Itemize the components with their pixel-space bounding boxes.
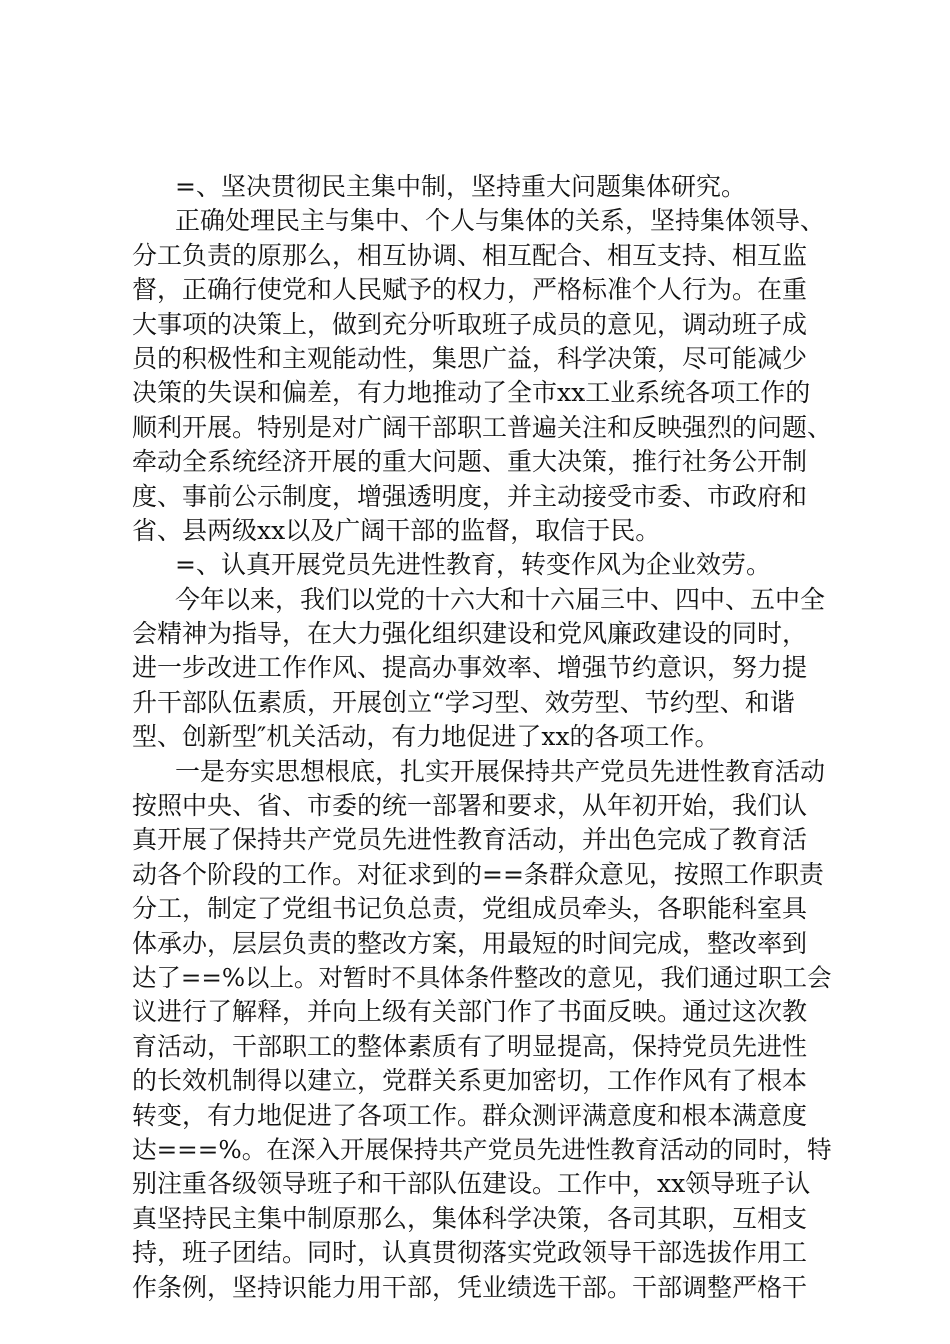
text-line: 决策的失误和偏差，有力地推动了全市xx工业系统各项工作的 <box>132 378 811 408</box>
text-line: 真开展了保持共产党员先进性教育活动，并出色完成了教育活 <box>132 825 808 855</box>
text-line: 育活动，干部职工的整体素质有了明显提高，保持党员先进性 <box>132 1031 808 1061</box>
text-line: 分工负责的原那么，相互协调、相互配合、相互支持、相互监 <box>132 240 808 270</box>
text-line: 体承办，层层负责的整改方案，用最短的时间完成，整改率到 <box>132 928 808 958</box>
text-line: 牵动全系统经济开展的重大问题、重大决策，推行社务公开制 <box>132 447 808 477</box>
text-line: 按照中央、省、市委的统一部署和要求，从年初开始，我们认 <box>132 791 808 821</box>
text-line: 督，正确行使党和人民赋予的权力，严格标准个人行为。在重 <box>132 275 808 305</box>
text-line: 今年以来，我们以党的十六大和十六届三中、四中、五中全 <box>175 584 826 614</box>
text-line: 大事项的决策上，做到充分听取班子成员的意见，调动班子成 <box>132 309 808 339</box>
text-line: 一是夯实思想根底，扎实开展保持共产党员先进性教育活动 <box>175 756 826 786</box>
text-line: 型、创新型″机关活动，有力地促进了xx的各项工作。 <box>132 722 720 752</box>
text-line: =、认真开展党员先进性教育，转变作风为企业效劳。 <box>175 550 771 580</box>
text-line: 别注重各级领导班子和干部队伍建设。工作中，xx领导班子认 <box>132 1169 811 1199</box>
text-line: 议进行了解释，并向上级有关部门作了书面反映。通过这次教 <box>132 997 808 1027</box>
text-line: 动各个阶段的工作。对征求到的==条群众意见，按照工作职责 <box>132 859 824 889</box>
document-body <box>132 170 832 1305</box>
text-line: 达了==%以上。对暂时不具体条件整改的意见，我们通过职工会 <box>132 962 832 992</box>
text-line: 顺利开展。特别是对广阔干部职工普遍关注和反映强烈的问题、 <box>132 412 833 442</box>
text-line: 升干部队伍素质，开展创立“学习型、效劳型、节约型、和谐 <box>132 687 795 717</box>
text-line: 度、事前公示制度，增强透明度，并主动接受市委、市政府和 <box>132 481 808 511</box>
text-line: 达===%。在深入开展保持共产党员先进性教育活动的同时，特 <box>132 1134 832 1164</box>
text-line: 转变，有力地促进了各项工作。群众测评满意度和根本满意度 <box>132 1100 808 1130</box>
text-line: 真坚持民主集中制原那么，集体科学决策，各司其职，互相支 <box>132 1203 808 1233</box>
text-line: 分工，制定了党组书记负总责，党组成员牵头，各职能科室具 <box>132 894 808 924</box>
text-line: 省、县两级xx以及广阔干部的监督，取信于民。 <box>132 515 661 545</box>
text-line: 正确处理民主与集中、个人与集体的关系，坚持集体领导、 <box>175 206 826 236</box>
text-line: 的长效机制得以建立，党群关系更加密切，工作作风有了根本 <box>132 1066 808 1096</box>
text-line: 进一步改进工作作风、提高办事效率、增强节约意识，努力提 <box>132 653 808 683</box>
text-line: 会精神为指导，在大力强化组织建设和党风廉政建设的同时， <box>132 619 808 649</box>
text-line: =、坚决贯彻民主集中制，坚持重大问题集体研究。 <box>175 172 746 201</box>
text-line: 持，班子团结。同时，认真贯彻落实党政领导干部选拔作用工 <box>132 1238 808 1268</box>
text-line: 员的积极性和主观能动性，集思广益，科学决策，尽可能减少 <box>132 343 808 373</box>
text-line: 作条例，坚持识能力用干部，凭业绩选干部。干部调整严格干 <box>132 1272 808 1302</box>
